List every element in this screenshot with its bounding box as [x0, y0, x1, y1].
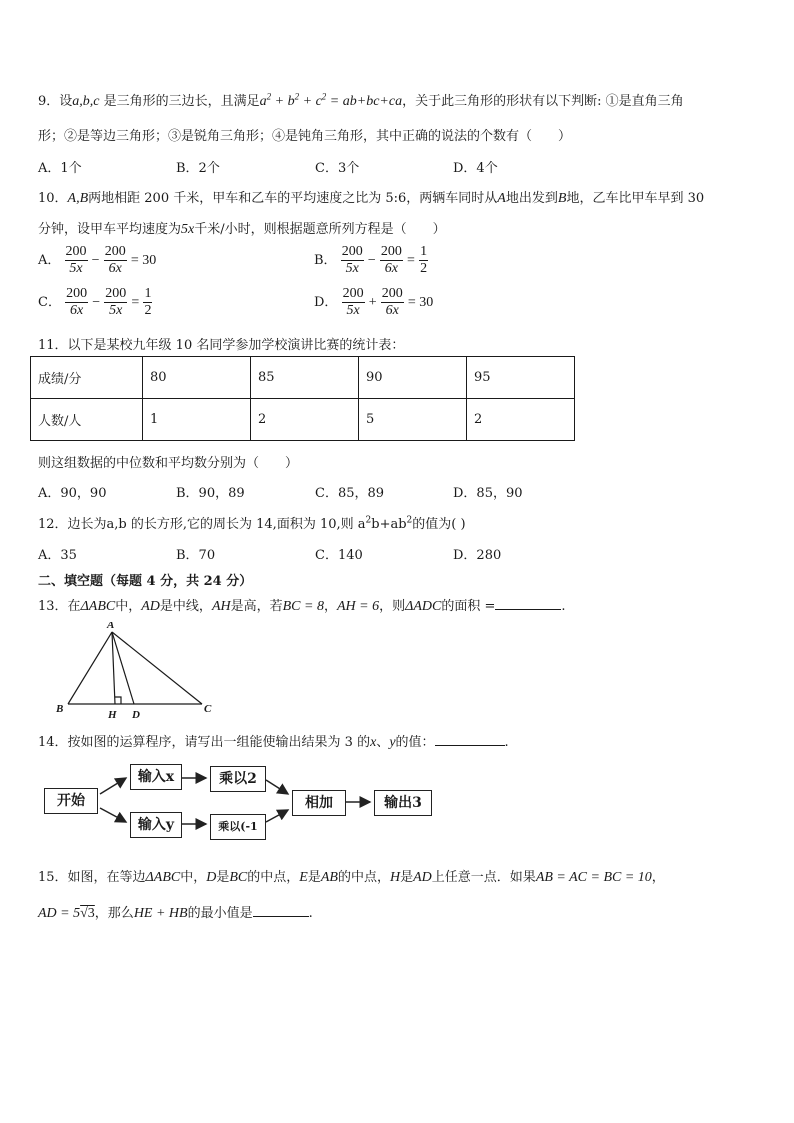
table-row [31, 357, 575, 399]
altitude-ah [112, 632, 115, 704]
label-h: H [108, 709, 117, 721]
q11-stats-table [30, 356, 575, 441]
table-cell: 90 [359, 357, 467, 399]
table-cell: 5 [359, 399, 467, 441]
table-cell: 95 [467, 357, 575, 399]
q10-line1 [38, 187, 704, 207]
q12-option-d: D．280 [453, 548, 502, 563]
q11-option-b: B．90，89 [176, 486, 245, 501]
table-cell: 85 [251, 357, 359, 399]
q13-triangle-figure [50, 622, 225, 722]
q10-option-a: A． $\frac{200}{5x}$ − $\frac{200}{6x}$ = 30 [38, 244, 157, 276]
q14-text: 14．按如图的运算程序，请写出一组能使输出结果为 3 的x、y的值： . [38, 735, 509, 750]
q9-equation: $a^2 + b^2 + c^2 = ab+bc+ca$ [259, 91, 403, 109]
q14-answer-blank[interactable] [435, 745, 505, 746]
q15-line1: 15．如图，在等边ΔABC中，D是BC的中点，E是AB的中点，H是AD上任意一点．如果AB = AC = BC = 10， [38, 870, 665, 885]
q10-text: 分钟，设甲车平均速度为 [38, 222, 182, 237]
right-angle-mark [115, 697, 121, 704]
arrow-muln1-to-add [266, 810, 288, 822]
q12-option-a: A．35 [38, 548, 77, 563]
table-cell: 人数/人 [31, 399, 143, 441]
q11-option-a: A．90，90 [38, 486, 107, 501]
q9-number: 9． [38, 94, 60, 109]
q9-option-b: B．2个 [176, 161, 220, 176]
q10-a: A [497, 191, 506, 206]
label-a: A [107, 622, 115, 631]
q13-text: 13．在ΔABC中，AD是中线，AH是高，若BC = 8，AH = 6，则ΔADC的面积 = . [38, 599, 566, 614]
table-cell: 2 [467, 399, 575, 441]
q10-text: 两地相距 200 千米，甲车和乙车的平均速度之比为 5:6，两辆车同时从 [88, 191, 498, 206]
q10-b: B [557, 191, 567, 206]
q10-text: 地，乙车比甲车早到 30 [566, 191, 705, 206]
q11-question: 则这组数据的中位数和平均数分别为（ ） [38, 456, 299, 471]
q10-option-d: D． $\frac{200}{5x}$ + $\frac{200}{6x}$ = 30 [314, 286, 434, 318]
q9-text: 设 [59, 94, 73, 109]
flow-input-x-box: 输入x [130, 764, 182, 790]
label-b: B [56, 703, 64, 715]
flow-multiply-neg1-box: 乘以(-1 [210, 814, 266, 840]
q9-option-c: C．3个 [315, 161, 360, 176]
label-c: C [204, 703, 212, 715]
table-row [31, 399, 575, 441]
flow-add-box: 相加 [292, 790, 346, 816]
q9-text: ，关于此三角形的形状有以下判断: ①是直角三角 [402, 94, 684, 109]
q10-option-c: C． $\frac{200}{6x}$ − $\frac{200}{5x}$ = $\frac{1}{2}$ [38, 286, 152, 318]
table-cell: 成绩/分 [31, 357, 143, 399]
flow-multiply-2-box: 乘以2 [210, 766, 266, 792]
q10-line2 [38, 218, 446, 238]
q10-option-b: B． $\frac{200}{5x}$ − $\frac{200}{6x}$ = $\frac{1}{2}$ [314, 244, 428, 276]
q10-var: 5x [181, 222, 195, 237]
q10-text: 千米/小时，则根据题意所列方程是（ ） [194, 222, 446, 237]
q15-line2: AD = 5√3，那么HE + HB的最小值是 . [38, 906, 313, 921]
table-cell: 80 [143, 357, 251, 399]
q12-text: 12．边长为a,b 的长方形,它的周长为 14,面积为 10,则 $a^2b+ab^2$的值为( ) [38, 515, 466, 532]
flow-output-box: 输出3 [374, 790, 432, 816]
table-cell: 1 [143, 399, 251, 441]
q9-option-d: D．4个 [453, 161, 498, 176]
flow-input-y-box: 输入y [130, 812, 182, 838]
arrow-mul2-to-add [266, 780, 288, 794]
side-ac [112, 632, 202, 704]
arrow-start-to-iny [100, 808, 126, 822]
q11-option-c: C．85，89 [315, 486, 385, 501]
q12-option-c: C．140 [315, 548, 363, 563]
median-ad [112, 632, 134, 704]
q10-number: 10． [38, 191, 68, 206]
table-cell: 2 [251, 399, 359, 441]
q9-vars: a,b,c [72, 94, 100, 109]
arrow-start-to-inx [100, 778, 126, 794]
label-d: D [132, 709, 140, 721]
q9-option-a: A．1个 [38, 161, 82, 176]
q12-option-b: B．70 [176, 548, 216, 563]
q15-answer-blank[interactable] [253, 916, 309, 917]
side-ab [68, 632, 112, 704]
q14-flowchart [40, 758, 435, 840]
q9-line2: 形；②是等边三角形；③是锐角三角形；④是钝角三角形，其中正确的说法的个数有（ ） [38, 129, 572, 144]
q9-text: 是三角形的三边长，且满足 [103, 94, 260, 109]
q10-text: 地出发到 [505, 191, 558, 206]
q11-text: 11．以下是某校九年级 10 名同学参加学校演讲比赛的统计表： [38, 338, 405, 353]
q10-ab: A,B [67, 191, 89, 206]
q11-option-d: D．85，90 [453, 486, 523, 501]
q9-line1 [38, 90, 684, 110]
section-title-fill-blanks: 二、填空题（每题 4 分，共 24 分） [38, 574, 253, 589]
q13-answer-blank[interactable] [495, 609, 561, 610]
flow-start-box: 开始 [44, 788, 98, 814]
